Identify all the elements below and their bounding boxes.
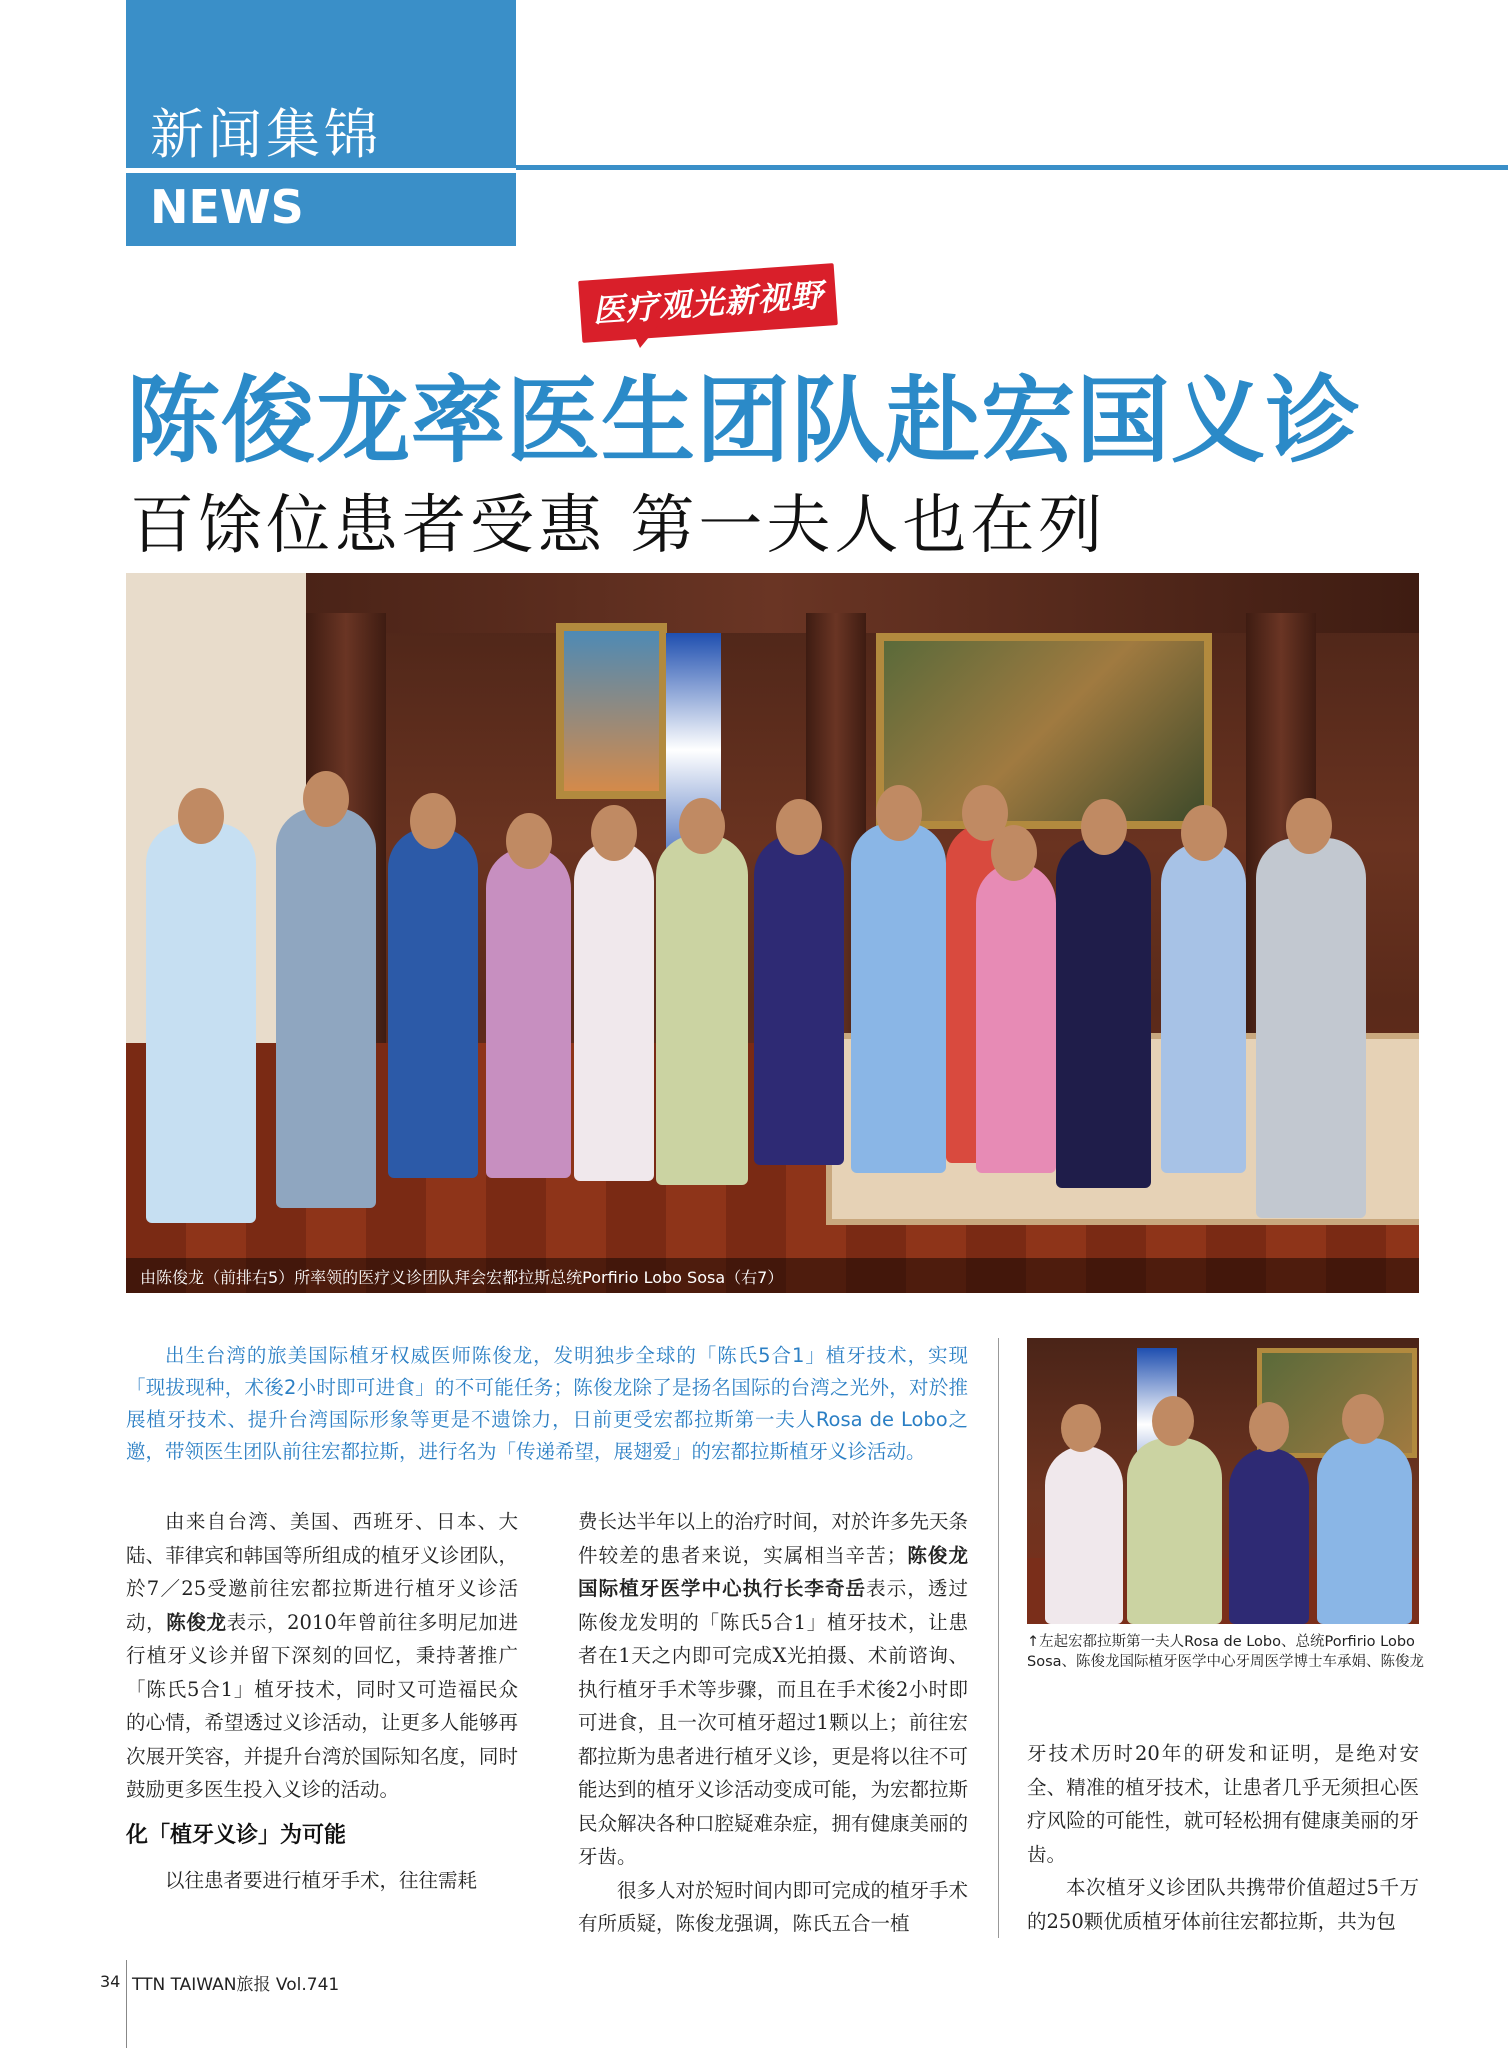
person-head bbox=[1181, 805, 1227, 861]
person-head bbox=[1152, 1396, 1194, 1446]
article-subheadline: 百馀位患者受惠 第一夫人也在列 bbox=[130, 489, 1107, 563]
text-run: 费长达半年以上的治疗时间，对於许多先天条件较差的患者来说，实属相当辛苦； bbox=[578, 1510, 969, 1567]
person-head bbox=[178, 788, 224, 844]
person-name: 陈俊龙国际植牙医学中心执行长李奇岳 bbox=[578, 1543, 968, 1600]
person bbox=[754, 835, 844, 1165]
text-run: 表示，2010年曾前往多明尼加进行植牙义诊并留下深刻的回忆，秉持著推广「陈氏5合1」植牙技术，同时又可造福民众的心情，希望透过义诊活动，让更多人能够再次展开笑容，并提升台湾於国际知名度，同时鼓励更多医生投入义诊的活动。 bbox=[126, 1610, 518, 1801]
body-column-2 bbox=[578, 1505, 968, 1941]
text-run: 表示，透过陈俊龙发明的「陈氏5合1」植牙技术，让患者在1天之内即可完成X光拍摄、术前谘询、执行植牙手术等步骤，而且在手术後2小时即可进食，且一次可植牙超过1颗以上；前往宏都拉斯为患者进行植牙义诊，更是将以往不可能达到的植牙义诊活动变成可能，为宏都拉斯民众解决各种口腔疑难杂症，拥有健康美丽的牙齿。 bbox=[578, 1577, 969, 1868]
person-head bbox=[1249, 1402, 1289, 1452]
magazine-brand: TTN TAIWAN旅报 Vol.741 bbox=[132, 1975, 340, 1995]
article-headline: 陈俊龙率医生团队赴宏国义诊 bbox=[126, 367, 1362, 476]
person-head bbox=[776, 799, 822, 855]
person-head bbox=[1342, 1394, 1384, 1444]
side-photo bbox=[1027, 1338, 1419, 1624]
main-photo-caption: 由陈俊龙（前排右5）所率领的医疗义诊团队拜会宏都拉斯总统Porfirio Lobo Sosa（右7） bbox=[140, 1268, 784, 1287]
person bbox=[146, 823, 256, 1223]
person-head bbox=[506, 813, 552, 869]
body-column-1 bbox=[126, 1505, 518, 1898]
person bbox=[1229, 1448, 1309, 1624]
person-head bbox=[303, 771, 349, 827]
footer-rule bbox=[126, 1960, 127, 2048]
wall-painting-large bbox=[876, 633, 1212, 829]
text-run: 由来自台湾、美国、西班牙、日本、大陆、菲律宾和韩国等所组成的植牙义诊团队，於7／25受邀前往宏都拉斯进行植牙义诊活动， bbox=[126, 1510, 518, 1634]
person-name: 陈俊龙 bbox=[166, 1610, 227, 1634]
person bbox=[1161, 843, 1246, 1173]
person-head bbox=[1061, 1404, 1101, 1452]
section-title-chinese: 新闻集锦 bbox=[150, 103, 382, 166]
subheading: 化「植牙义诊」为可能 bbox=[126, 1822, 347, 1848]
section-title-english: NEWS bbox=[150, 180, 304, 234]
person-head bbox=[1081, 799, 1127, 855]
page-number: 34 bbox=[100, 1972, 121, 1991]
person-head bbox=[410, 793, 456, 849]
tag-label: 医疗观光新视野 bbox=[591, 275, 825, 331]
person bbox=[1045, 1446, 1123, 1624]
person bbox=[574, 841, 654, 1181]
main-photo bbox=[126, 573, 1419, 1293]
person bbox=[1256, 838, 1366, 1218]
paragraph: 以往患者要进行植牙手术，往往需耗 bbox=[165, 1869, 478, 1892]
person bbox=[388, 828, 478, 1178]
paragraph bbox=[126, 1505, 518, 1807]
header-rule bbox=[516, 165, 1508, 170]
person bbox=[1127, 1438, 1222, 1624]
column-divider bbox=[998, 1338, 999, 1938]
person-head bbox=[1286, 798, 1332, 854]
person-head bbox=[679, 798, 725, 854]
person bbox=[486, 848, 571, 1178]
person bbox=[656, 835, 748, 1185]
person bbox=[976, 863, 1056, 1173]
body-column-3 bbox=[1027, 1737, 1419, 1938]
paragraph: 牙技术历时20年的研发和证明，是绝对安全、精准的植牙技术，让患者几乎无须担心医疗风险的可能性，就可轻松拥有健康美丽的牙齿。 bbox=[1027, 1742, 1419, 1866]
person bbox=[1056, 838, 1151, 1188]
paragraph: 本次植牙义诊团队共携带价值超过5千万的250颗优质植牙体前往宏都拉斯，共为包 bbox=[1027, 1876, 1419, 1933]
person bbox=[851, 823, 946, 1173]
person-head bbox=[591, 805, 637, 861]
person bbox=[276, 808, 376, 1208]
person-head bbox=[876, 785, 922, 841]
section-divider bbox=[126, 168, 516, 173]
person bbox=[1317, 1438, 1412, 1624]
paragraph: 很多人对於短时间内即可完成的植牙手术有所质疑，陈俊龙强调，陈氏五合一植 bbox=[578, 1878, 969, 1935]
wall-painting bbox=[556, 623, 667, 799]
person-head bbox=[991, 825, 1037, 881]
lead-paragraph: 出生台湾的旅美国际植牙权威医师陈俊龙，发明独步全球的「陈氏5合1」植牙技术，实现「现拔现种，术後2小时即可进食」的不可能任务；陈俊龙除了是扬名国际的台湾之光外，对於推展植牙技术、提升台湾国际形象等更是不遗馀力，日前更受宏都拉斯第一夫人Rosa de Lobo之邀，带领医生团队前往宏都拉斯，进行名为「传递希望，展翅爱」的宏都拉斯植牙义诊活动。 bbox=[126, 1344, 968, 1463]
paragraph bbox=[578, 1505, 968, 1874]
side-photo-caption: ↑左起宏都拉斯第一夫人Rosa de Lobo、总统Porfirio Lobo Sosa、陈俊龙国际植牙医学中心牙周医学博士车承娟、陈俊龙 bbox=[1027, 1634, 1425, 1670]
